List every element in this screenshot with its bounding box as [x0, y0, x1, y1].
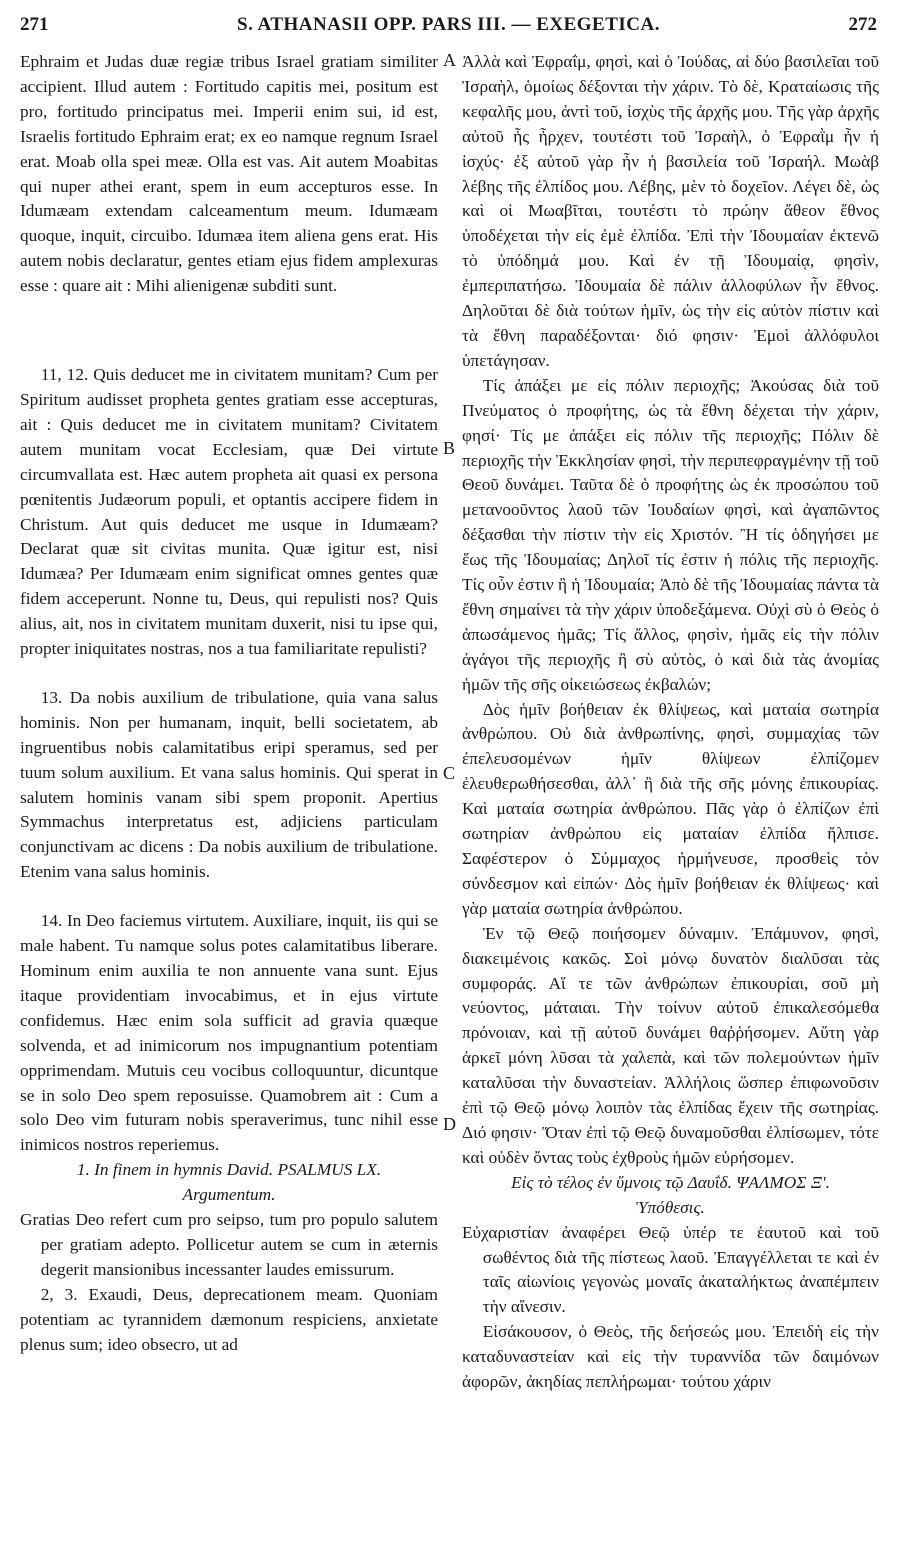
- hypothesis-heading: Ὑπόθεσις.: [636, 1197, 705, 1217]
- latin-paragraph: 13. Da nobis auxilium de tribulatione, quia vana salus hominis. Non per humanam, inquit, belli societatem, ab ingruentibus nobis calamitatibus eripi speramus, sed per tuum solum auxilium. Et vana salus hominis. Qui sperat in salutem hominis vanam sibi spem proponit. Apertius Symmachus interpretatus est, adjiciens particulam conjunctivam ac dicens : Da nobis auxilium de tribulatione. Etenim vana salus hominis.: [20, 687, 438, 882]
- psalm-heading-greek: Εἰς τὸ τέλος ἐν ὕμνοις τῷ Δαυΐδ. ΨΑΛΜΟΣ Ξ'.: [511, 1172, 830, 1192]
- greek-paragraph: Ἐν τῷ Θεῷ ποιήσομεν δύναμιν. Ἐπάμυνον, φησὶ, διακειμένοις κακῶς. Σοὶ μόνῳ δυνατὸν διαλῦσαι τὰς συμφοράς. Αἵ τε τῶν ἀνθρώπων ἐπικουρίαι, σοῦ μὴ νεύοντος, μάταιαι. Τὴν τοίνυν αὐτοῦ ἐπικαλεσόμεθα πρόνοιαν, καὶ τῇ αὐτοῦ δυνάμει θαῤῥήσομεν. Αὕτη γὰρ ἀρκεῖ μόνη λῦσαι τὰ χαλεπὰ, καὶ τῶν πολεμούντων ἡμῖν καταλῦσαι τὴν δυναστείαν. Ἀλλήλοις ὥσπερ ἐπιφωνοῦσιν ἐπὶ τῷ Θεῷ μόνῳ λοιπὸν τὰς ἐλπίδας ἔχειν τῆς σωτηρίας. Διό φησιν· Ὅταν ἐπὶ τῷ Θεῷ δυναμοῦσθαι ἐλπίσωμεν, τότε καὶ οὐδὲν ὄντας τοὺς ἐχθροὺς ἡμῶν εὑρήσομεν.: [462, 923, 879, 1167]
- greek-paragraph: Τίς ἀπάξει με εἰς πόλιν περιοχῆς; Ἀκούσας διὰ τοῦ Πνεύματος ὁ προφήτης, ὡς τὰ ἔθνη δέχεται τὴν χάριν, φησί· Τίς με ἀπάξει εἰς πόλιν τῆς περιοχῆς; Πόλιν δὲ περιοχῆς τὴν Ἐκκλησίαν φησὶ, τὴν περιπεφραγμένην τῇ τοῦ Θεοῦ δυνάμει. Ταῦτα δὲ ὁ προφήτης ὡς ἐκ προσώπου τοῦ μετανοοῦντος λαοῦ τῶν Ἰουδαίων φησὶ, καὶ ἀγαπῶντος δέξασθαι τὴν πίστιν τὴν εἰς Χριστόν. Ἢ τίς ὁδηγήσει με ἕως τῆς Ἰδουμαίας; Δηλοῖ τίς ἐστιν ἡ πόλις τῆς περιοχῆς. Τίς οὖν ἐστιν ἢ ἡ Ἰδουμαία; Ἀπὸ δὲ τῆς Ἰδουμαίας πάντα τὰ ἔθνη σημαίνει τὰ τὴν χάριν ὑποδεξάμενα. Οὐχὶ σὺ ὁ Θεὸς ὁ ἀπωσάμενος ἡμᾶς; Τίς ἄλλος, φησὶν, ἡμᾶς εἰς τὴν πόλιν ἀγάγοι τῆς περιοχῆς ἢ σὺ αὐτὸς, ὁ καὶ διὰ τὰς ἀνομίας ἡμῶν τῆς σῆς οἰκειώσεως ἐκβαλών;: [462, 375, 879, 694]
- greek-paragraph: Δὸς ἡμῖν βοήθειαν ἐκ θλίψεως, καὶ ματαία σωτηρία ἀνθρώπου. Οὐ διὰ ἀνθρωπίνης, φησὶ, συμμαχίας τῶν ἐπελευσομένων ἡμῖν θλίψεων ἐλπίζομεν ἐλευθερωθήσεσθαι, ἀλλ᾽ ἢ διὰ τῆς σῆς μόνης ἐπικουρίας. Καὶ ματαία σωτηρία ἀνθρώπου. Πᾶς γὰρ ὁ ἐλπίζων ἐπὶ σωτηρίαν ἀνθρώπου εἰς ματαίαν ἐλπίδα ἤλπισε. Σαφέστερον ὁ Σύμμαχος ἡρμήνευσε, προσθεὶς τὸν σύνδεσμον καὶ εἰπών· Δὸς ἡμῖν βοήθειαν ἐκ θλίψεως· καὶ γὰρ ματαία σωτηρία ἀνθρώπου.: [462, 699, 879, 918]
- margin-letter-d: D: [443, 1114, 456, 1134]
- argument-heading: Argumentum.: [182, 1185, 276, 1205]
- greek-column: [462, 50, 879, 1395]
- running-title: S. ATHANASII OPP. PARS III. — EXEGETICA.: [237, 14, 660, 35]
- latin-paragraph: Gratias Deo refert cum pro seipso, tum pro populo salutem per gratiam adepto. Pollicetur autem se cum in æternis degerit mansionibus incessanter laudes emissurum.: [20, 1210, 438, 1279]
- page-number-left: 271: [20, 14, 49, 35]
- running-header: [20, 14, 877, 40]
- latin-paragraph: 11, 12. Quis deducet me in civitatem munitam? Cum per Spiritum audisset propheta gentes gratiam esse accepturas, ait : Quis deducet me in civitatem munitam? Civitatem autem munitam vocat Ecclesiam, quæ Dei virtute circumvallata est. Hæc autem propheta ait quasi ex persona pœnitentis Judæorum populi, et optantis accipere fidem in Christum. Aut quis deducet me usque in Idumæam? Declarat quæ sit civitas munita. Quæ igitur est, nisi Idumæa? Per Idumæam enim significat omnes gentes quæ fidem acceperunt. Nonne tu, Deus, qui repulisti nos? Quis alius, ait, nos in civitatem munitam duxerit, nisi tu ipse qui, propter iniquitates nostras, nos a tua familiaritate repulisti?: [20, 365, 438, 659]
- latin-paragraph: Ephraim et Judas duæ regiæ tribus Israel gratiam similiter accipient. Illud autem : Fortitudo capitis mei, positum est pro, fortitudo principatus mei. Imperii enim sui, id est, Israelis fortitudo Ephraim erat; ex eo namque regnum Israel erat. Moab olla spei meæ. Olla est vas. Ait autem Moabitas qui nuper athei erant, spem in eum accepturos esse. In Idumæam extendam calceamentum meum. Idumæam quoque, inquit, circuibo. Idumæa item aliena gens erat. His autem nobis declaratur, gentes etiam ejus fidem amplexuras esse : quare ait : Mihi alienigenæ subditi sunt.: [20, 52, 438, 296]
- greek-paragraph: Ἀλλὰ καὶ Ἐφραΐμ, φησὶ, καὶ ὁ Ἰούδας, αἱ δύο βασιλεῖαι τοῦ Ἰσραὴλ, ὁμοίως δέξονται τὴν χάριν. Τὸ δὲ, Κραταίωσις τῆς κεφαλῆς μου, ἀντὶ τοῦ, ἰσχὺς τῆς ἀρχῆς μου. Τῆς γὰρ ἀρχῆς αὐτοῦ ἧς ἦρχεν, τουτέστι τοῦ Ἰσραὴλ, ὁ Ἐφραῒμ ἦν ἡ ἰσχύς· ἐξ αὐτοῦ γὰρ ἦν ἡ βασιλεία τοῦ Ἰσραήλ. Μωὰβ λέβης τῆς ἐλπίδος μου. Λέβης, μὲν τὸ δοχεῖον. Λέγει δὲ, ὡς καὶ οἱ Μωαβῖται, τουτέστι τὸ πρώην ἄθεον ἔθνος ὑποδέχεται τὴν εἰς ἐμὲ ἐλπίδα. Ἐπὶ τὴν Ἰδουμαίαν ἐκτενῶ τὸ ὑπόδημά μου. Καὶ ἐν τῇ Ἰδουμαίᾳ, φησὶν, ἐμπεριπατήσω. Ἰδουμαία δὲ πάλιν ἀλλοφύλων ἦν ἔθνος. Δηλοῦται δὲ διὰ τούτων ἡμῖν, ὡς τὴν εἰς αὐτὸν πίστιν καὶ τὰ ἔθνη παραδέξονται· διό φησιν· Ἐμοὶ ἀλλόφυλοι ὑπετάγησαν.: [462, 52, 879, 370]
- margin-letter-c: C: [443, 763, 456, 783]
- margin-letter-b: B: [443, 438, 456, 458]
- greek-paragraph: Εὐχαριστίαν ἀναφέρει Θεῷ ὑπέρ τε ἑαυτοῦ καὶ τοῦ σωθέντος διὰ τῆς πίστεως λαοῦ. Ἐπαγγέλλεται τε καὶ ἐν ταῖς αἰωνίοις γεγονὼς μοναῖς ἀκαταλήκτως ἀναπέμπειν τὴν αἴνεσιν.: [462, 1222, 879, 1317]
- latin-paragraph: 14. In Deo faciemus virtutem. Auxiliare, inquit, iis qui se male habent. Tu namque solus potes calamitatibus liberare. Hominum enim auxilia te non annuente vana sunt. Ejus itaque providentiam invocabimus, et in ejus virtute confidemus. Hæc enim sola sufficit ad gravia quæque solvenda, et ad inimicorum nos impugnantium potentiam opprimendam. Mutuis ceu vocibus colloquuntur, dicuntque se in solo Deo spem reposuisse. Quamobrem ait : Cum a solo Deo vim futuram nobis speraverimus, tunc nihil esse inimicos nostros reperiemus.: [20, 911, 438, 1155]
- psalm-heading: 1. In finem in hymnis David. PSALMUS LX.: [76, 1160, 382, 1180]
- margin-letter-a: A: [443, 50, 456, 70]
- greek-paragraph: Εἰσάκουσον, ὁ Θεὸς, τῆς δεήσεώς μου. Ἐπειδὴ εἰς τὴν καταδυναστείαν καὶ εἰς τὴν τυραννίδα τῶν δαιμόνων ἀφορῶν, ἀκηδίας πεπλήρωμαι· τούτου χάριν: [462, 1322, 879, 1392]
- page-number-right: 272: [848, 14, 877, 35]
- latin-column: [20, 50, 438, 1358]
- latin-paragraph: 2, 3. Exaudi, Deus, deprecationem meam. Quoniam potentiam ac tyrannidem dæmonum respiciens, anxietate plenus sum; ideo obsecro, ut ad: [20, 1284, 438, 1354]
